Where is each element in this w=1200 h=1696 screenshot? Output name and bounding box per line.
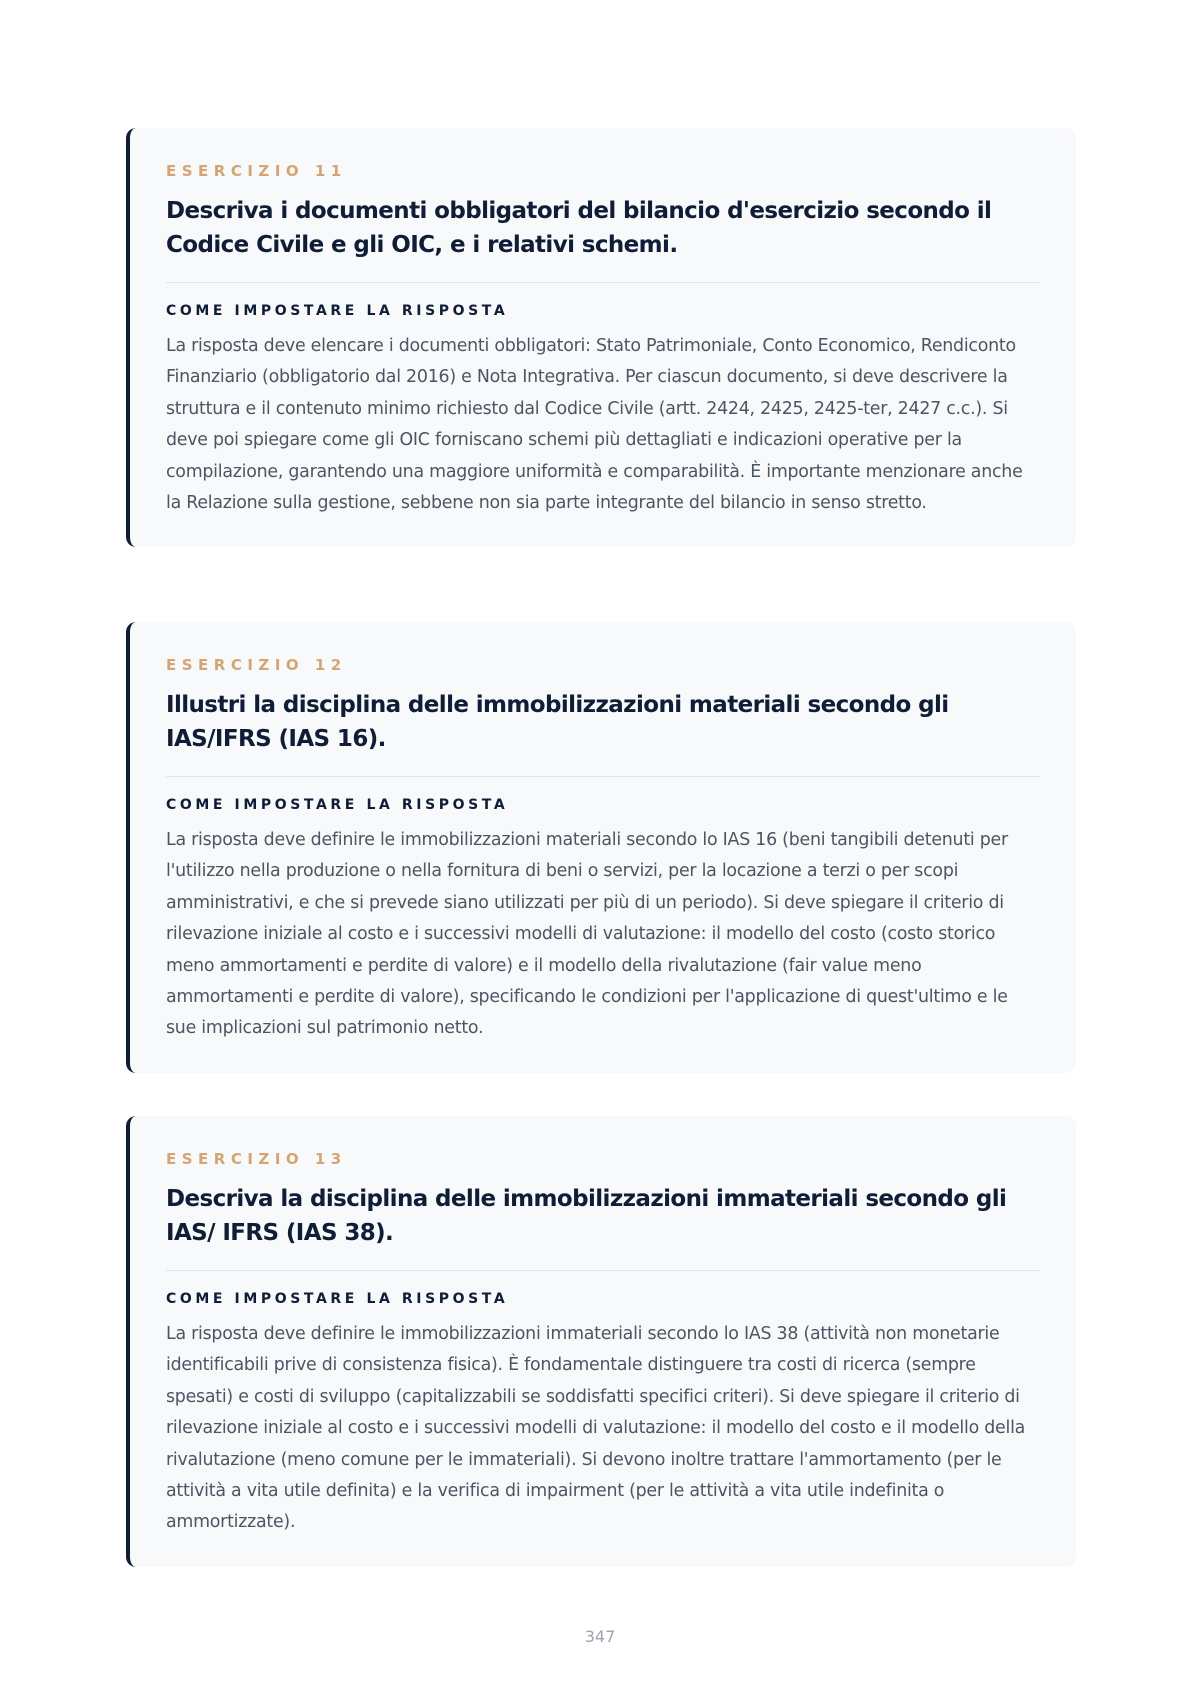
answer-heading: COME IMPOSTARE LA RISPOSTA — [166, 797, 509, 813]
page-number: 347 — [584, 1627, 616, 1646]
exercise-label: ESERCIZIO 11 — [166, 162, 347, 180]
exercise-title: Descriva la disciplina delle immobilizzazioni immateriali secondo gli IAS/ IFRS (IAS 38). — [166, 1186, 1007, 1246]
exercise-title: Illustri la disciplina delle immobilizzazioni materiali secondo gli IAS/IFRS (IAS 16). — [166, 692, 949, 752]
exercise-card-11 — [126, 128, 1076, 547]
answer-heading: COME IMPOSTARE LA RISPOSTA — [166, 1291, 509, 1307]
answer-text: La risposta deve definire le immobilizzazioni immateriali secondo lo IAS 38 (attività non monetarie identificabili prive di consistenza fisica). È fondamentale distinguere tra costi di ricerca (sempre spesati) e costi di sviluppo (capitalizzabili se soddisfatti specifici criteri). Si deve spiegare il criterio di rilevazione iniziale al costo e i successivi modelli di valutazione: il modello del costo e il modello della rivalutazione (meno comune per le immateriali). Si devono inoltre trattare l'ammortamento (per le attività a vita utile definita) e la verifica di impairment (per le attività a vita utile indefinita o ammortizzate). — [166, 1324, 1026, 1533]
answer-text: La risposta deve definire le immobilizzazioni materiali secondo lo IAS 16 (beni tangibili detenuti per l'utilizzo nella produzione o nella fornitura di beni o servizi, per la locazione a terzi o per scopi amministrativi, e che si prevede siano utilizzati per più di un periodo). Si deve spiegare il criterio di rilevazione iniziale al costo e i successivi modelli di valutazione: il modello del costo (costo storico meno ammortamenti e perdite di valore) e il modello della rivalutazione (fair value meno ammortamenti e perdite di valore), specificando le condizioni per l'applicazione di quest'ultimo e le sue implicazioni sul patrimonio netto. — [166, 830, 1008, 1039]
answer-heading: COME IMPOSTARE LA RISPOSTA — [166, 303, 509, 319]
divider — [166, 1270, 1040, 1271]
exercise-label: ESERCIZIO 13 — [166, 1150, 347, 1168]
divider — [166, 282, 1040, 283]
exercise-card-13 — [126, 1116, 1076, 1567]
exercise-title: Descriva i documenti obbligatori del bilancio d'esercizio secondo il Codice Civile e gli OIC, e i relativi schemi. — [166, 198, 992, 258]
exercise-label: ESERCIZIO 12 — [166, 656, 347, 674]
exercise-card-12 — [126, 622, 1076, 1073]
answer-text: La risposta deve elencare i documenti obbligatori: Stato Patrimoniale, Conto Economico, Rendiconto Finanziario (obbligatorio dal 2016) e Nota Integrativa. Per ciascun documento, si deve descrivere la struttura e il contenuto minimo richiesto dal Codice Civile (artt. 2424, 2425, 2425-ter, 2427 c.c.). Si deve poi spiegare come gli OIC forniscano schemi più dettagliati e indicazioni operative per la compilazione, garantendo una maggiore uniformità e comparabilità. È importante menzionare anche la Relazione sulla gestione, sebbene non sia parte integrante del bilancio in senso stretto. — [166, 336, 1023, 514]
divider — [166, 776, 1040, 777]
